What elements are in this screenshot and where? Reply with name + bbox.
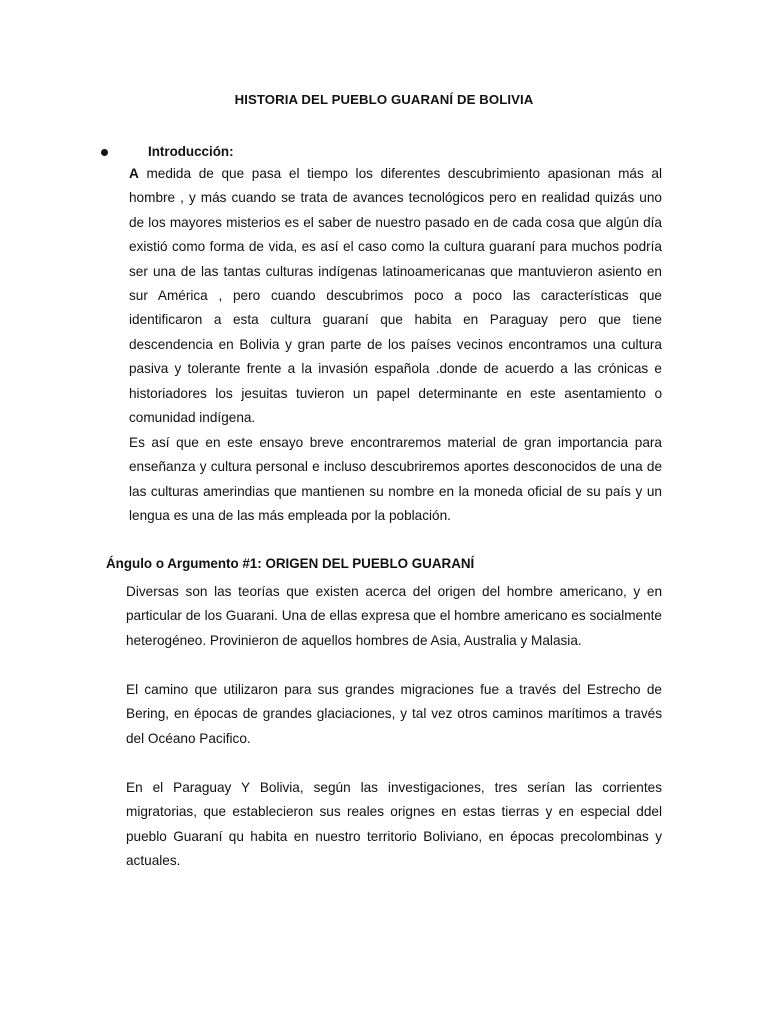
intro-paragraph xyxy=(129,162,662,430)
bullet-icon xyxy=(101,149,108,156)
intro-bullet-row xyxy=(101,141,234,161)
section-heading: Ángulo o Argumento #1: ORIGEN DEL PUEBLO GUARANÍ xyxy=(106,556,475,571)
origin-paragraph-3 xyxy=(126,776,662,874)
intro-lead-letter: A xyxy=(129,166,139,181)
origin-paragraph-1 xyxy=(126,580,662,653)
document-title: HISTORIA DEL PUEBLO GUARANÍ DE BOLIVIA xyxy=(234,92,534,107)
intro-paragraph-2 xyxy=(129,431,662,529)
origin-paragraph-2 xyxy=(126,678,662,751)
intro-paragraph-2-text: Es así que en este ensayo breve encontraremos material de gran importancia para enseñanza y cultura personal e incluso descubriremos aportes desconocidos de una de las culturas amerindias que mantienen su nombre en la moneda oficial de su país y un lengua es una de las más empleada por la población. xyxy=(129,435,662,524)
origin-paragraph-3-text: En el Paraguay Y Bolivia, según las investigaciones, tres serían las corrientes migratorias, que establecieron sus reales orignes en estas tierras y en especial ddel pueblo Guaraní qu habita en nuestro territorio Boliviano, en épocas precolombinas y actuales. xyxy=(126,780,662,869)
origin-paragraph-1-text: Diversas son las teorías que existen acerca del origen del hombre americano, y en particular de los Guarani. Una de ellas expresa que el hombre americano es socialmente heterogéneo. Provinieron de aquellos hombres de Asia, Australia y Malasia. xyxy=(126,584,662,648)
origin-paragraph-2-text: El camino que utilizaron para sus grandes migraciones fue a través del Estrecho de Bering, en épocas de grandes glaciaciones, y tal vez otros caminos marítimos a través del Océano Pacifico. xyxy=(126,682,662,746)
intro-heading: Introducción: xyxy=(148,143,234,159)
intro-paragraph-text: medida de que pasa el tiempo los diferentes descubrimiento apasionan más al hombre , y más cuando se trata de avances tecnológicos pero en realidad quizás uno de los mayores misterios es el saber de nuestro pasado en de cada cosa que algún día existió como forma de vida, es así el caso como la cultura guaraní para muchos podría ser una de las tantas culturas indígenas latinoamericanas que mantuvieron asiento en sur América , pero cuando descubrimos poco a poco las características que identificaron a esta cultura guaraní que habita en Paraguay pero que tiene descendencia en Bolivia y gran parte de los países vecinos encontramos una cultura pasiva y tolerante frente a la invasión española .donde de acuerdo a las crónicas e historiadores los jesuitas tuvieron un papel determinante en este asentamiento o comunidad indígena. xyxy=(129,166,662,426)
